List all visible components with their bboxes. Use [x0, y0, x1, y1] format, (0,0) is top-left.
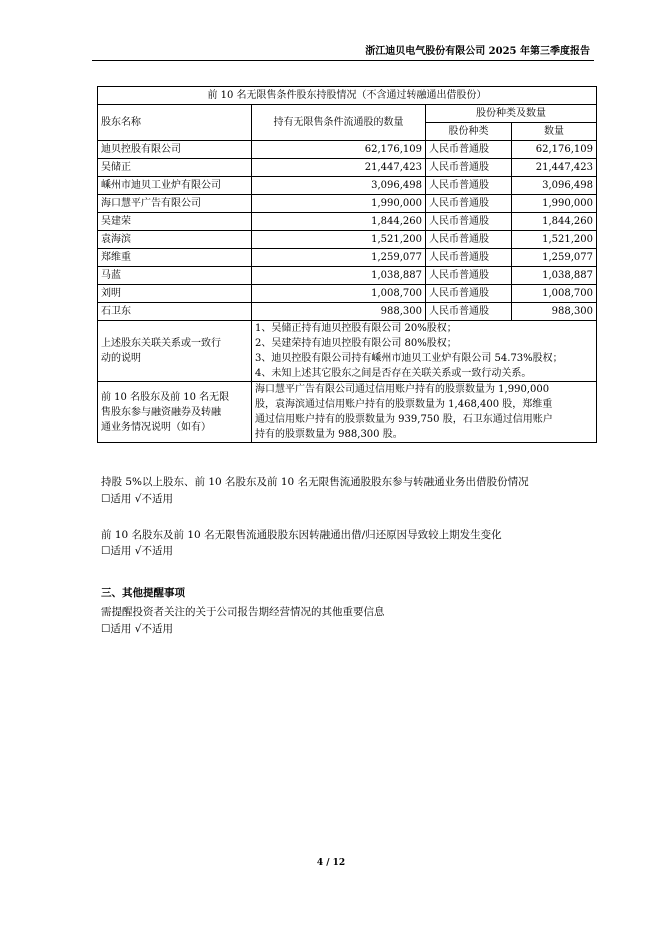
- relation-line: 2、吴建荣持有迪贝控股有限公司 80%股权；: [255, 338, 457, 349]
- table-row: [98, 177, 597, 195]
- holder-name-cell: 石卫东: [98, 303, 252, 321]
- margin-label-line: 前 10 名股东及前 10 名无限: [101, 391, 230, 403]
- header-share-type-group: 股份种类及数量: [426, 105, 597, 123]
- holder-quantity-cell: 1,038,887: [252, 267, 426, 285]
- lending-disclosure-text: 持股 5%以上股东、前 10 名股东及前 10 名无限售流通股股东参与转融通业务出借股份情况: [101, 476, 529, 488]
- share-type-cell: 人民币普通股: [426, 285, 512, 303]
- margin-row: [98, 382, 597, 443]
- table-row: [98, 267, 597, 285]
- header-share-type: 股份种类: [426, 123, 512, 141]
- holder-quantity-cell: 988,300: [252, 303, 426, 321]
- holder-quantity-cell: 1,990,000: [252, 195, 426, 213]
- margin-line: 股，袁海滨通过信用账户持有的股票数量为 1,468,400 股，郑维重: [255, 399, 553, 410]
- relation-label-line: 动的说明: [101, 353, 141, 364]
- holder-quantity-cell: 62,176,109: [252, 141, 426, 159]
- holder-name-cell: 嵊州市迪贝工业炉有限公司: [98, 177, 252, 195]
- holder-name-cell: 海口慧平广告有限公司: [98, 195, 252, 213]
- change-disclosure-text: 前 10 名股东及前 10 名无限售流通股股东因转融通出借/归还原因导致较上期发生变化: [101, 529, 502, 541]
- margin-line: 通过信用账户持有的股票数量为 939,750 股，石卫东通过信用账户: [255, 414, 553, 425]
- share-type-cell: 人民币普通股: [426, 267, 512, 285]
- reminder-text: 需提醒投资者关注的关于公司报告期经营情况的其他重要信息: [101, 606, 385, 618]
- margin-label: [98, 382, 252, 443]
- page-number: 4 / 12: [316, 858, 346, 868]
- holder-quantity-cell: 1,844,260: [252, 213, 426, 231]
- holder-name-cell: 马蓝: [98, 267, 252, 285]
- share-amount-cell: 988,300: [512, 303, 597, 321]
- relation-row: [98, 321, 597, 382]
- table-row: [98, 231, 597, 249]
- relation-label-line: 上述股东关联关系或一致行: [101, 338, 221, 349]
- lending-disclosure-options: ☐适用 √不适用: [101, 493, 173, 505]
- share-type-cell: 人民币普通股: [426, 195, 512, 213]
- share-amount-cell: 1,038,887: [512, 267, 597, 285]
- share-amount-cell: 3,096,498: [512, 177, 597, 195]
- margin-line: 海口慧平广告有限公司通过信用账户持有的股票数量为 1,990,000: [255, 384, 550, 395]
- table-row: [98, 285, 597, 303]
- table-row: [98, 195, 597, 213]
- margin-label-line: 售股东参与融资融券及转融: [101, 406, 221, 418]
- share-type-cell: 人民币普通股: [426, 303, 512, 321]
- holder-name-cell: 袁海滨: [98, 231, 252, 249]
- holder-quantity-cell: 1,008,700: [252, 285, 426, 303]
- margin-line: 持有的股票数量为 988,300 股。: [255, 429, 403, 440]
- table-row: [98, 159, 597, 177]
- change-disclosure-options: ☐适用 √不适用: [101, 545, 173, 557]
- holder-name-cell: 迪贝控股有限公司: [98, 141, 252, 159]
- holder-name-cell: 吴储正: [98, 159, 252, 177]
- share-type-cell: 人民币普通股: [426, 141, 512, 159]
- share-amount-cell: 21,447,423: [512, 159, 597, 177]
- top10-holders-table: [97, 86, 597, 443]
- share-type-cell: 人民币普通股: [426, 177, 512, 195]
- table-title-row: [98, 87, 597, 105]
- share-amount-cell: 1,844,260: [512, 213, 597, 231]
- relation-line: 4、未知上述其它股东之间是否存在关联关系或一致行动关系。: [255, 368, 532, 379]
- page-header: 浙江迪贝电气股份有限公司 2025 年第三季度报告: [92, 46, 594, 61]
- header-amount: 数量: [512, 123, 597, 141]
- holder-quantity-cell: 1,259,077: [252, 249, 426, 267]
- holder-name-cell: 郑维重: [98, 249, 252, 267]
- table-row: [98, 141, 597, 159]
- table-row: [98, 213, 597, 231]
- reminder-options: ☐适用 √不适用: [101, 623, 173, 635]
- margin-label-line: 通业务情况说明（如有）: [101, 421, 211, 433]
- share-type-cell: 人民币普通股: [426, 159, 512, 177]
- share-amount-cell: 1,259,077: [512, 249, 597, 267]
- share-type-cell: 人民币普通股: [426, 249, 512, 267]
- share-amount-cell: 1,008,700: [512, 285, 597, 303]
- share-type-cell: 人民币普通股: [426, 231, 512, 249]
- relation-line: 3、迪贝控股有限公司持有嵊州市迪贝工业炉有限公司 54.73%股权；: [255, 353, 563, 364]
- table-header-row: [98, 105, 597, 123]
- holder-quantity-cell: 1,521,200: [252, 231, 426, 249]
- share-amount-cell: 62,176,109: [512, 141, 597, 159]
- margin-description: [252, 382, 597, 443]
- header-quantity: 持有无限售条件流通股的数量: [252, 105, 426, 141]
- section-title: 三、其他提醒事项: [101, 587, 185, 599]
- table-row: [98, 249, 597, 267]
- holder-quantity-cell: 21,447,423: [252, 159, 426, 177]
- relation-line: 1、吴储正持有迪贝控股有限公司 20%股权；: [255, 323, 457, 334]
- holder-quantity-cell: 3,096,498: [252, 177, 426, 195]
- share-type-cell: 人民币普通股: [426, 213, 512, 231]
- share-amount-cell: 1,521,200: [512, 231, 597, 249]
- table-title: 前 10 名无限售条件股东持股情况（不含通过转融通出借股份）: [98, 87, 597, 105]
- holder-name-cell: 吴建荣: [98, 213, 252, 231]
- relation-label: [98, 321, 252, 382]
- holder-name-cell: 刘明: [98, 285, 252, 303]
- relation-description: [252, 321, 597, 382]
- share-amount-cell: 1,990,000: [512, 195, 597, 213]
- table-row: [98, 303, 597, 321]
- header-holder-name: 股东名称: [98, 105, 252, 141]
